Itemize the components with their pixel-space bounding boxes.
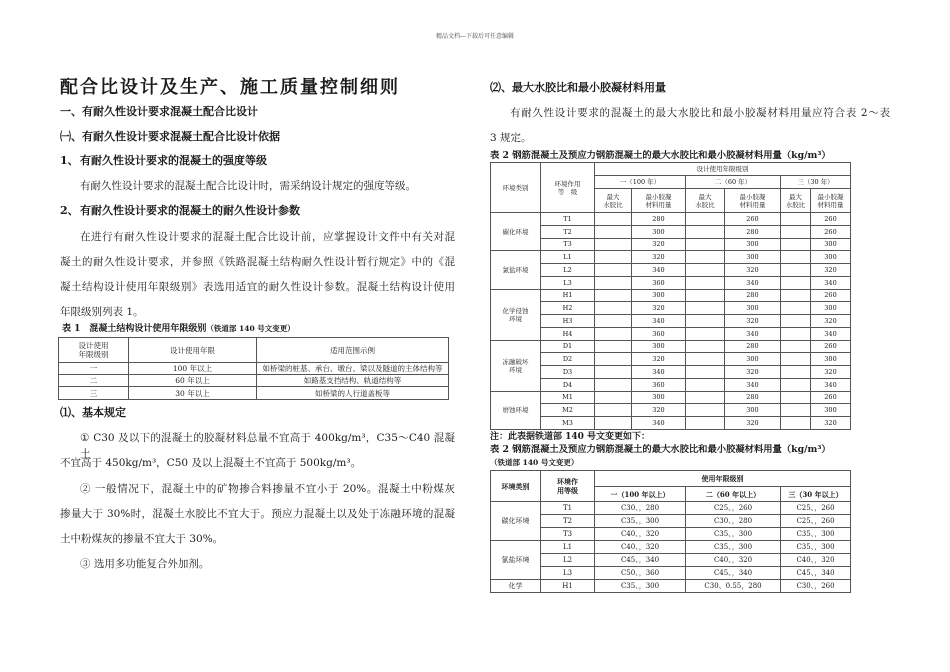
value-cell: 300 xyxy=(725,404,781,417)
max-wb-ratio-cell xyxy=(686,264,725,277)
value-cell: 340 xyxy=(811,276,851,289)
value-cell: C30、，280 xyxy=(595,502,686,515)
value-cell: C45、，340 xyxy=(781,567,851,580)
env-grade-header: 环境作用 等 级 xyxy=(541,163,595,213)
table-row xyxy=(491,528,851,541)
table-row xyxy=(491,353,851,366)
value-cell: 280 xyxy=(725,391,781,404)
max-wb-ratio-cell xyxy=(686,353,725,366)
table-header-cell: 设计使用年限 xyxy=(129,338,257,363)
subsection-heading: ㈠、有耐久性设计要求混凝土配合比设计依据 xyxy=(60,130,280,143)
value-cell: 300 xyxy=(811,404,851,417)
table-row xyxy=(491,502,851,515)
paragraph-line: ③ 选用多功能复合外加剂。 xyxy=(80,558,210,570)
paragraph-line: 3 规定。 xyxy=(490,132,532,144)
table-header-cell: 适用范围示例 xyxy=(257,338,449,363)
max-wb-ratio-cell xyxy=(686,404,725,417)
max-wb-ratio-cell xyxy=(595,264,632,277)
value-cell: C30、，280 xyxy=(686,515,781,528)
item-number: 1、 xyxy=(60,154,79,167)
table-row xyxy=(491,515,851,528)
table-row xyxy=(491,225,851,238)
table-header-cell: 设计使用 年限级别 xyxy=(59,338,129,363)
table-row xyxy=(491,340,851,353)
max-wb-ratio-cell xyxy=(686,315,725,328)
value-cell: 280 xyxy=(632,213,686,226)
level-header: 一（100 年以上） xyxy=(595,487,686,502)
env-grade-cell: M2 xyxy=(541,404,595,417)
max-wb-ratio-cell xyxy=(595,302,632,315)
table-3-caption-note: （铁道部 140 号文变更） xyxy=(490,458,579,467)
max-wb-ratio-cell xyxy=(781,417,811,430)
value-cell: C25、，260 xyxy=(781,515,851,528)
value-cell: 320 xyxy=(811,264,851,277)
value-cell: 300 xyxy=(811,251,851,264)
env-grade-cell: D3 xyxy=(541,366,595,379)
value-cell: 300 xyxy=(725,353,781,366)
value-cell: 280 xyxy=(725,225,781,238)
table-note: 注：此表据铁道部 140 号文变更如下： xyxy=(490,432,651,442)
max-wb-ratio-cell xyxy=(686,327,725,340)
table-cell: 如路基支挡结构、轨道结构等 xyxy=(257,375,449,387)
value-cell: 360 xyxy=(632,378,686,391)
max-wb-ratio-cell xyxy=(686,340,725,353)
max-wb-ratio-cell xyxy=(595,276,632,289)
table-row xyxy=(491,567,851,580)
env-grade-cell: H4 xyxy=(541,327,595,340)
value-cell: 300 xyxy=(632,225,686,238)
value-cell: 300 xyxy=(632,340,686,353)
table-body xyxy=(491,213,851,430)
value-cell: 260 xyxy=(811,289,851,302)
table-row xyxy=(491,417,851,430)
max-wb-ratio-cell xyxy=(686,366,725,379)
service-life-header: 设计使用年限级别 xyxy=(595,163,851,176)
paragraph-line: 凝土的耐久性设计要求，并参照《铁路混凝土结构耐久性设计暂行规定》中的《混 xyxy=(60,256,455,268)
value-cell: 260 xyxy=(811,213,851,226)
env-grade-cell: H1 xyxy=(541,580,595,593)
value-cell: 340 xyxy=(811,378,851,391)
value-cell: 340 xyxy=(725,327,781,340)
paragraph-line: 土中粉煤灰的掺量不宜大于 30%。 xyxy=(60,533,224,545)
table-cell: 一 xyxy=(59,363,129,375)
value-cell: C30、0.55，280 xyxy=(686,580,781,593)
value-cell: 320 xyxy=(811,366,851,379)
value-cell: C40、，320 xyxy=(595,541,686,554)
env-grade-cell: L3 xyxy=(541,276,595,289)
table-row xyxy=(59,387,449,400)
table-row xyxy=(491,404,851,417)
value-cell: C40、，320 xyxy=(595,528,686,541)
max-wb-ratio-cell xyxy=(595,353,632,366)
paragraph-line: ① C30 及以下的混凝土的胶凝材料总量不宜高于 400kg/m³，C35～C40 混凝土 xyxy=(80,432,455,460)
max-wb-ratio-cell xyxy=(781,378,811,391)
max-wb-ratio-cell xyxy=(781,340,811,353)
table-row xyxy=(491,251,851,264)
env-grade-cell: L2 xyxy=(541,264,595,277)
value-cell: 260 xyxy=(811,391,851,404)
value-cell: 300 xyxy=(811,353,851,366)
table-header-row xyxy=(491,163,851,176)
max-wb-ratio-table xyxy=(490,162,851,430)
level-header: 二（60 年） xyxy=(686,176,781,189)
min-binder-header: 最小胶凝 材料用量 xyxy=(632,189,686,213)
max-wb-ratio-cell xyxy=(595,289,632,302)
env-grade-header: 环境作 用等级 xyxy=(541,471,595,502)
value-cell: C40、，320 xyxy=(686,554,781,567)
value-cell: 320 xyxy=(725,315,781,328)
max-wb-ratio-cell xyxy=(781,353,811,366)
value-cell: 260 xyxy=(811,225,851,238)
env-grade-cell: H1 xyxy=(541,289,595,302)
paragraph-line: 掺量大于 30%时，混凝土水胶比不宜大于。预应力混凝土以及处于冻融环境的混凝 xyxy=(60,508,455,520)
page-header-note: 精品文档---下载后可任意编辑 xyxy=(435,33,515,40)
env-grade-cell: T2 xyxy=(541,515,595,528)
table-row xyxy=(491,541,851,554)
max-wb-ratio-cell xyxy=(595,315,632,328)
max-wb-header: 最大 水胶比 xyxy=(686,189,725,213)
max-wb-ratio-cell xyxy=(595,251,632,264)
max-wb-ratio-cell xyxy=(781,251,811,264)
max-wb-header: 最大 水胶比 xyxy=(595,189,632,213)
value-cell: 300 xyxy=(725,302,781,315)
max-wb-ratio-cell xyxy=(595,327,632,340)
max-wb-ratio-cell xyxy=(686,302,725,315)
env-grade-cell: L2 xyxy=(541,554,595,567)
value-cell: 320 xyxy=(632,404,686,417)
value-cell: 320 xyxy=(725,417,781,430)
env-grade-cell: T1 xyxy=(541,502,595,515)
basic-rules-heading: ⑴、基本规定 xyxy=(60,406,126,419)
table-row xyxy=(491,238,851,251)
max-wb-ratio-cell xyxy=(595,417,632,430)
paragraph-line: 有耐久性设计要求的混凝土配合比设计时，需采纳设计规定的强度等级。 xyxy=(80,180,416,192)
env-category-cell: 氯盐环境 xyxy=(491,541,541,580)
section-heading: 一、有耐久性设计要求混凝土配合比设计 xyxy=(60,105,258,118)
value-cell: 340 xyxy=(725,378,781,391)
paragraph-line: 年限级别列表 1。 xyxy=(60,306,144,318)
max-wb-ratio-cell xyxy=(781,225,811,238)
value-cell: 360 xyxy=(632,276,686,289)
table-row xyxy=(59,363,449,375)
value-cell: 280 xyxy=(725,289,781,302)
value-cell: 320 xyxy=(811,315,851,328)
table-row xyxy=(491,213,851,226)
env-category-cell: 冻融破坏 环境 xyxy=(491,340,541,391)
table-row xyxy=(491,276,851,289)
table-2-caption: 表 2 钢筋混凝土及预应力钢筋混凝土的最大水胶比和最小胶凝材料用量（kg/m³） xyxy=(490,150,831,161)
max-wb-ratio-cell xyxy=(595,340,632,353)
table-row xyxy=(491,366,851,379)
max-wb-ratio-cell xyxy=(781,327,811,340)
table-cell: 如桥梁的桩基、承台、墩台、梁以及隧道的主体结构等 xyxy=(257,363,449,375)
table-row xyxy=(491,554,851,567)
level-header: 二（60 年以上） xyxy=(686,487,781,502)
paragraph-line: ② 一般情况下，混凝土中的矿物掺合料掺量不宜小于 20%。混凝土中粉煤灰 xyxy=(80,483,455,495)
value-cell: C35、，300 xyxy=(595,580,686,593)
value-cell: 340 xyxy=(632,315,686,328)
revised-requirements-table xyxy=(490,470,851,593)
table-row xyxy=(59,375,449,387)
value-cell: C35、，300 xyxy=(595,515,686,528)
env-category-cell: 碳化环境 xyxy=(491,213,541,251)
env-grade-cell: L3 xyxy=(541,567,595,580)
max-wb-ratio-cell xyxy=(781,264,811,277)
value-cell: 340 xyxy=(811,327,851,340)
env-category-cell: 化学侵蚀 环境 xyxy=(491,289,541,340)
level-header: 三（30 年以上） xyxy=(781,487,851,502)
max-wb-ratio-cell xyxy=(595,404,632,417)
table-row xyxy=(491,289,851,302)
env-category-cell: 化学 xyxy=(491,580,541,593)
document-title: 配合比设计及生产、施工质量控制细则 xyxy=(60,77,400,98)
max-wb-ratio-cell xyxy=(781,315,811,328)
table-row xyxy=(491,378,851,391)
table-cell: 三 xyxy=(59,387,129,400)
value-cell: 300 xyxy=(811,302,851,315)
env-grade-cell: T3 xyxy=(541,238,595,251)
value-cell: C35、，300 xyxy=(686,528,781,541)
max-wb-ratio-cell xyxy=(686,251,725,264)
value-cell: C35、，300 xyxy=(781,541,851,554)
value-cell: 280 xyxy=(725,340,781,353)
value-cell: 320 xyxy=(632,251,686,264)
paragraph-line: 有耐久性设计要求的混凝土的最大水胶比和最小胶凝材料用量应符合表 2～表 xyxy=(510,107,890,119)
max-wb-ratio-cell xyxy=(781,366,811,379)
max-wb-ratio-cell xyxy=(595,225,632,238)
value-cell: 340 xyxy=(632,264,686,277)
max-wb-ratio-cell xyxy=(595,213,632,226)
value-cell: 340 xyxy=(632,417,686,430)
value-cell: C35、，300 xyxy=(686,541,781,554)
table-header-row xyxy=(491,471,851,487)
value-cell: 320 xyxy=(632,238,686,251)
env-grade-cell: T2 xyxy=(541,225,595,238)
value-cell: 300 xyxy=(632,289,686,302)
table-cell: 60 年以上 xyxy=(129,375,257,387)
service-life-header: 使用年限级别 xyxy=(595,471,851,487)
min-binder-header: 最小胶凝 材料用量 xyxy=(725,189,781,213)
max-wb-ratio-cell xyxy=(781,276,811,289)
table-row xyxy=(491,391,851,404)
value-cell: C30、，260 xyxy=(781,580,851,593)
value-cell: C40、，320 xyxy=(781,554,851,567)
value-cell: 300 xyxy=(725,251,781,264)
value-cell: C45、，340 xyxy=(595,554,686,567)
env-grade-cell: D2 xyxy=(541,353,595,366)
subsection-heading: ⑵、最大水胶比和最小胶凝材料用量 xyxy=(490,81,666,94)
max-wb-ratio-cell xyxy=(781,302,811,315)
env-grade-cell: D1 xyxy=(541,340,595,353)
item-number: 2、 xyxy=(60,204,79,217)
env-grade-cell: L1 xyxy=(541,251,595,264)
max-wb-ratio-cell xyxy=(686,213,725,226)
max-wb-ratio-cell xyxy=(686,289,725,302)
max-wb-ratio-cell xyxy=(781,404,811,417)
env-grade-cell: H2 xyxy=(541,302,595,315)
table-cell: 如桥梁的人行道盖板等 xyxy=(257,387,449,400)
env-category-cell: 氯盐环境 xyxy=(491,251,541,289)
max-wb-ratio-cell xyxy=(595,391,632,404)
value-cell: 340 xyxy=(725,276,781,289)
value-cell: 340 xyxy=(632,366,686,379)
env-class-header: 环境类别 xyxy=(491,163,541,213)
env-grade-cell: L1 xyxy=(541,541,595,554)
table-row xyxy=(491,327,851,340)
table-row xyxy=(491,580,851,593)
table-cell: 30 年以上 xyxy=(129,387,257,400)
value-cell: 300 xyxy=(811,238,851,251)
max-wb-ratio-cell xyxy=(781,238,811,251)
table-cell: 100 年以上 xyxy=(129,363,257,375)
value-cell: C25、，260 xyxy=(686,502,781,515)
level-header: 一（100 年） xyxy=(595,176,686,189)
max-wb-header: 最大 水胶比 xyxy=(781,189,811,213)
value-cell: C50、，360 xyxy=(595,567,686,580)
env-class-header: 环境类别 xyxy=(491,471,541,502)
value-cell: 260 xyxy=(811,340,851,353)
env-grade-cell: T3 xyxy=(541,528,595,541)
max-wb-ratio-cell xyxy=(686,238,725,251)
value-cell: 320 xyxy=(725,264,781,277)
table-1-caption-note: （铁道部 140 号文变更） xyxy=(206,324,295,333)
value-cell: 260 xyxy=(725,213,781,226)
max-wb-ratio-cell xyxy=(595,238,632,251)
level-header: 三（30 年） xyxy=(781,176,851,189)
table-3-caption: 表 2 钢筋混凝土及预应力钢筋混凝土的最大水胶比和最小胶凝材料用量（kg/m³） xyxy=(490,444,831,455)
table-row xyxy=(491,315,851,328)
max-wb-ratio-cell xyxy=(781,289,811,302)
item-heading: 有耐久性设计要求的混凝土的强度等级 xyxy=(80,154,267,167)
max-wb-ratio-cell xyxy=(686,378,725,391)
env-grade-cell: M1 xyxy=(541,391,595,404)
value-cell: 300 xyxy=(725,238,781,251)
value-cell: C45、，340 xyxy=(686,567,781,580)
paragraph-line: 在进行有耐久性设计要求的混凝土配合比设计前，应掌握设计文件中有关对混 xyxy=(80,231,455,243)
value-cell: 320 xyxy=(725,366,781,379)
service-life-table xyxy=(58,337,449,400)
value-cell: 300 xyxy=(632,391,686,404)
table-row xyxy=(491,302,851,315)
value-cell: C25、，260 xyxy=(781,502,851,515)
value-cell: 320 xyxy=(632,302,686,315)
min-binder-header: 最小胶凝 材料用量 xyxy=(811,189,851,213)
value-cell: 320 xyxy=(632,353,686,366)
env-category-cell: 碳化环境 xyxy=(491,502,541,541)
value-cell: C35、，300 xyxy=(781,528,851,541)
paragraph-line: 凝土结构设计使用年限级别》表选用适宜的耐久性设计参数。混凝土结构设计使用 xyxy=(60,281,455,293)
item-heading: 有耐久性设计要求的混凝土的耐久性设计参数 xyxy=(80,204,300,217)
value-cell: 360 xyxy=(632,327,686,340)
env-grade-cell: M3 xyxy=(541,417,595,430)
table-header-row xyxy=(59,338,449,363)
table-cell: 二 xyxy=(59,375,129,387)
env-category-cell: 磨蚀环境 xyxy=(491,391,541,429)
table-1-caption xyxy=(62,323,295,335)
max-wb-ratio-cell xyxy=(595,378,632,391)
max-wb-ratio-cell xyxy=(781,391,811,404)
value-cell: 320 xyxy=(811,417,851,430)
max-wb-ratio-cell xyxy=(595,366,632,379)
env-grade-cell: H3 xyxy=(541,315,595,328)
env-grade-cell: T1 xyxy=(541,213,595,226)
max-wb-ratio-cell xyxy=(686,225,725,238)
max-wb-ratio-cell xyxy=(781,213,811,226)
max-wb-ratio-cell xyxy=(686,417,725,430)
max-wb-ratio-cell xyxy=(686,276,725,289)
table-1-caption-main: 表 1 混凝土结构设计使用年限级别 xyxy=(62,324,207,334)
max-wb-ratio-cell xyxy=(686,391,725,404)
table-body xyxy=(491,502,851,593)
table-row xyxy=(491,264,851,277)
paragraph-line: 不宜高于 450kg/m³，C50 及以上混凝土不宜高于 500kg/m³。 xyxy=(60,457,362,469)
env-grade-cell: D4 xyxy=(541,378,595,391)
